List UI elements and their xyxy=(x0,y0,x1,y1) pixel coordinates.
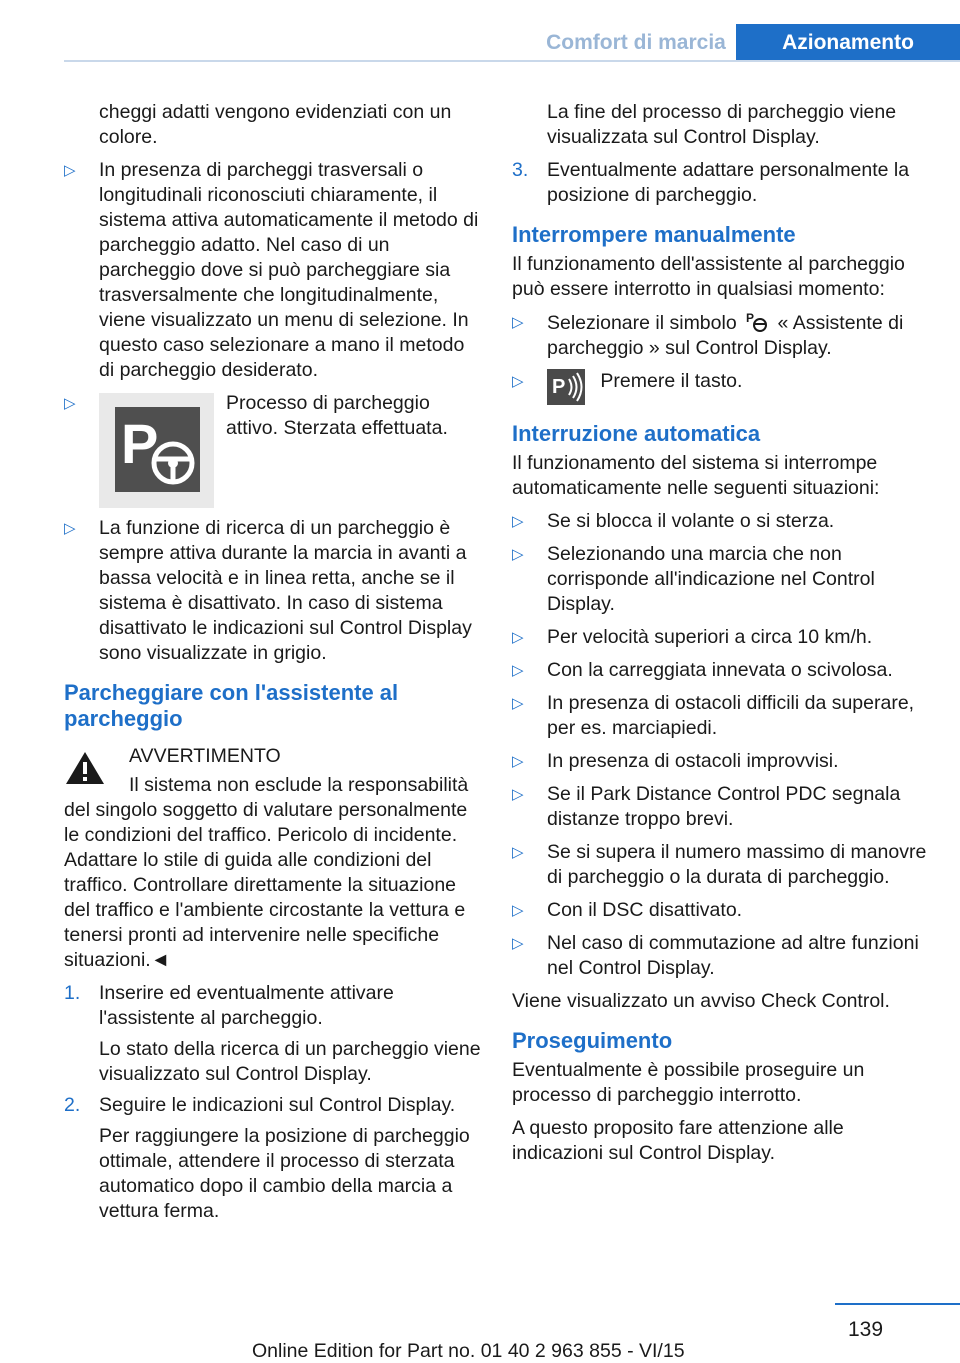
bullet-text: In presenza di ostacoli improvvisi. xyxy=(547,750,839,772)
paragraph: Eventualmente è possibile proseguire un processo di parcheggio interrotto. xyxy=(512,1059,865,1106)
auto-stop-list xyxy=(512,509,932,981)
paragraph: Il funzionamento del sistema si interrompe automaticamente nelle seguenti situazioni: xyxy=(512,452,880,499)
step-text: Eventualmente adattare personalmente la posizione di parcheggio. xyxy=(547,159,910,206)
bullet-text: Con il DSC disattivato. xyxy=(547,899,743,921)
bullet-icon: ▷ xyxy=(512,844,524,861)
bullet-text: In presenza di ostacoli difficili da superare, per es. marciapiedi. xyxy=(547,692,915,739)
list-item xyxy=(512,509,932,534)
bullet-text: Nel caso di commutazione ad altre funzioni nel Control Display. xyxy=(547,932,919,979)
step-text: Inserire ed eventualmente attivare l'assistente al parcheggio. xyxy=(99,982,394,1029)
step-subtext: Lo stato della ricerca di un parcheggio viene visualizzato sul Control Display. xyxy=(99,1038,481,1085)
paragraph: Viene visualizzato un avviso Check Control. xyxy=(512,990,890,1012)
step-text: Seguire le indicazioni sul Control Display. xyxy=(99,1094,456,1116)
bullet-text: Premere il tasto. xyxy=(600,370,743,392)
list-item xyxy=(512,691,932,741)
step-item xyxy=(512,158,932,208)
header-section-tab[interactable]: Comfort di marcia xyxy=(546,31,726,54)
warning-icon xyxy=(64,750,106,786)
step-number: 3. xyxy=(512,159,529,181)
step-number: 1. xyxy=(64,982,81,1004)
list-item xyxy=(512,658,932,683)
header-divider xyxy=(64,60,960,62)
bullet-icon: ▷ xyxy=(512,546,524,563)
list-item xyxy=(64,516,484,666)
bullet-icon: ▷ xyxy=(64,520,76,537)
bullet-text: Con la carreggiata innevata o scivolosa. xyxy=(547,659,893,681)
parking-active-icon xyxy=(99,393,214,508)
bullet-text: Per velocità superiori a circa 10 km/h. xyxy=(547,626,873,648)
paragraph: A questo proposito fare attenzione alle indicazioni sul Control Display. xyxy=(512,1117,844,1164)
bullet-text: Se si blocca il volante o si sterza. xyxy=(547,510,835,532)
list-item xyxy=(512,749,932,774)
bullet-icon: ▷ xyxy=(512,935,524,952)
continued-text: cheggi adatti vengono evidenziati con un colore. xyxy=(99,101,452,148)
svg-text:P: P xyxy=(746,311,755,325)
section-heading: Interrompere manualmente xyxy=(512,222,796,247)
bullet-text-post: « Assistente di parcheggio » sul Control Display. xyxy=(547,312,904,359)
footer-edition: Online Edition for Part no. 01 40 2 963 855 - VI/15 xyxy=(252,1340,685,1362)
bullet-text-pre: Selezionare il simbolo xyxy=(547,312,737,334)
list-item xyxy=(512,931,932,981)
list-item xyxy=(512,310,932,361)
bullet-text: Processo di parcheggio attivo. Sterzata effettuata. xyxy=(226,392,448,439)
list-item xyxy=(512,782,932,832)
warning-box xyxy=(64,744,484,769)
bullet-icon: ▷ xyxy=(512,786,524,803)
bullet-text xyxy=(547,310,932,361)
bullet-text: In presenza di parcheggi trasversali o longitudinali riconosciuti chiaramente, il sistema attiva automaticamente il metodo di parcheggio adatto. Nel caso di un parcheggio dove si può parcheggiare sia trasversalmente che longitudinalmente, viene visualizzato un menu di selezione. In questo caso selezionare a mano il metodo di parcheggio desiderato. xyxy=(99,159,479,381)
bullet-text: La funzione di ricerca di un parcheggio è sempre attiva durante la marcia in avanti a bassa velocità e in linea retta, anche se il sistema è disattivato. In caso di sistema disattivato le indicazioni sul Control Display sono visualizzate in grigio. xyxy=(99,517,472,664)
footer-accent-line xyxy=(835,1303,960,1305)
list-item xyxy=(512,542,932,617)
left-column xyxy=(64,100,484,1224)
bullet-icon: ▷ xyxy=(512,662,524,679)
section-heading: Parcheggiare con l'assistente al parcheggio xyxy=(64,680,399,731)
step-number: 2. xyxy=(64,1094,81,1116)
page-number: 139 xyxy=(848,1318,884,1341)
list-item xyxy=(64,158,484,383)
paragraph: Il funzionamento dell'assistente al parcheggio può essere interrotto in qualsiasi momento: xyxy=(512,253,905,300)
bullet-text: Selezionando una marcia che non corrisponde all'indicazione nel Control Display. xyxy=(547,543,875,615)
continued-text: La fine del processo di parcheggio viene visualizzata sul Control Display. xyxy=(547,101,897,148)
park-assist-button-icon xyxy=(547,369,585,405)
bullet-icon: ▷ xyxy=(512,902,524,919)
bullet-text: Se si supera il numero massimo di manovre di parcheggio o la durata di parcheggio. xyxy=(547,841,927,888)
list-item xyxy=(512,898,932,923)
parking-assistant-icon xyxy=(742,310,772,336)
svg-text:P: P xyxy=(552,376,566,398)
list-item xyxy=(512,840,932,890)
svg-text:P: P xyxy=(121,412,159,475)
list-item xyxy=(512,625,932,650)
bullet-text: Se il Park Distance Control PDC segnala distanze troppo brevi. xyxy=(547,783,901,830)
bullet-icon: ▷ xyxy=(512,695,524,712)
step-item xyxy=(64,981,484,1087)
bullet-icon: ▷ xyxy=(512,753,524,770)
section-heading: Interruzione automatica xyxy=(512,421,761,446)
bullet-icon: ▷ xyxy=(512,373,524,390)
bullet-icon: ▷ xyxy=(512,314,524,331)
bullet-icon: ▷ xyxy=(64,162,76,179)
bullet-icon: ▷ xyxy=(64,395,76,412)
warning-body: Il sistema non esclude la responsabilità del singolo soggetto di valutare personalmente le condizioni del traffico. Pericolo di incidente. Adattare lo stile di guida alle condizioni del traffico. Controllare direttamente la situazione del traffico e l'ambiente circostante la vettura e tenersi pronti ad intervenire nelle specifiche situazioni.◄ xyxy=(64,774,469,971)
list-item xyxy=(512,369,932,407)
page-header xyxy=(0,0,960,62)
list-item-with-image xyxy=(64,391,484,516)
bullet-icon: ▷ xyxy=(512,629,524,646)
header-active-tab[interactable]: Azionamento xyxy=(736,24,960,62)
bullet-icon: ▷ xyxy=(512,513,524,530)
step-item xyxy=(64,1093,484,1224)
step-subtext: Per raggiungere la posizione di parcheggio ottimale, attendere il processo di sterzata automatico dopo il cambio della marcia a vettura ferma. xyxy=(99,1125,470,1222)
right-column xyxy=(512,100,932,1166)
section-heading: Proseguimento xyxy=(512,1028,673,1053)
warning-title: AVVERTIMENTO xyxy=(129,745,281,767)
